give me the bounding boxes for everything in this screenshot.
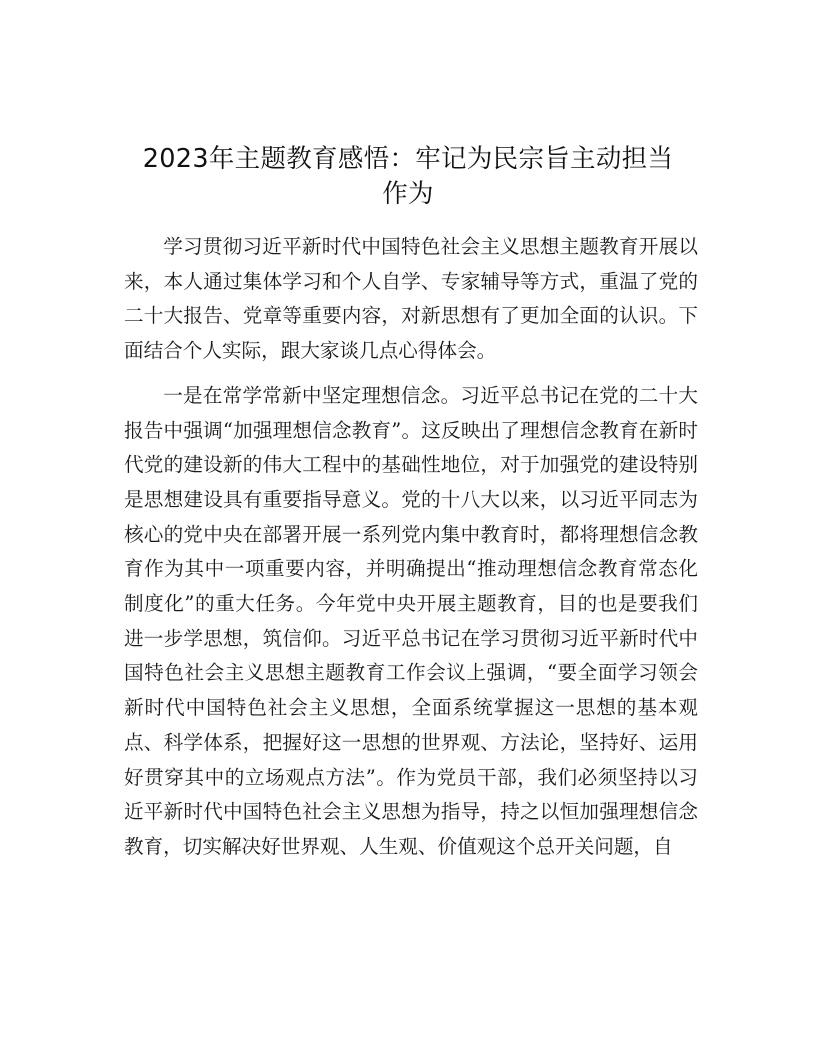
title-line-2: 作为 bbox=[382, 179, 434, 209]
paragraph-intro: 学习贯彻习近平新时代中国特色社会主义思想主题教育开展以来，本人通过集体学习和个人自学、专家辅导等方式，重温了党的二十大报告、党章等重要内容，对新思想有了更加全面的认识。下面结合个人实际，跟大家谈几点心得体会。 bbox=[124, 235, 698, 363]
title-line-1: 2023年主题教育感悟：牢记为民宗旨主动担当 bbox=[142, 144, 674, 174]
paragraph-point-one: 一是在常学常新中坚定理想信念。习近平总书记在党的二十大报告中强调“加强理想信念教育”。这反映出了理想信念教育在新时代党的建设新的伟大工程中的基础性地位，对于加强党的建设特别是思想建设具有重要指导意义。党的十八大以来，以习近平同志为核心的党中央在部署开展一系列党内集中教育时，都将理想信念教育作为其中一项重要内容，并明确提出“推动理想信念教育常态化制度化”的重大任务。今年党中央开展主题教育，目的也是要我们进一步学思想，筑信仰。习近平总书记在学习贯彻习近平新时代中国特色社会主义思想主题教育工作会议上强调，“要全面学习领会新时代中国特色社会主义思想，全面系统掌握这一思想的基本观点、科学体系，把握好这一思想的世界观、方法论，坚持好、运用好贯穿其中的立场观点方法”。作为党员干部，我们必须坚持以习近平新时代中国特色社会主义思想为指导，持之以恒加强理想信念教育，切实解决好世界观、人生观、价值观这个总开关问题，自 bbox=[124, 383, 698, 858]
document-title bbox=[110, 142, 706, 212]
document-body bbox=[124, 230, 698, 875]
